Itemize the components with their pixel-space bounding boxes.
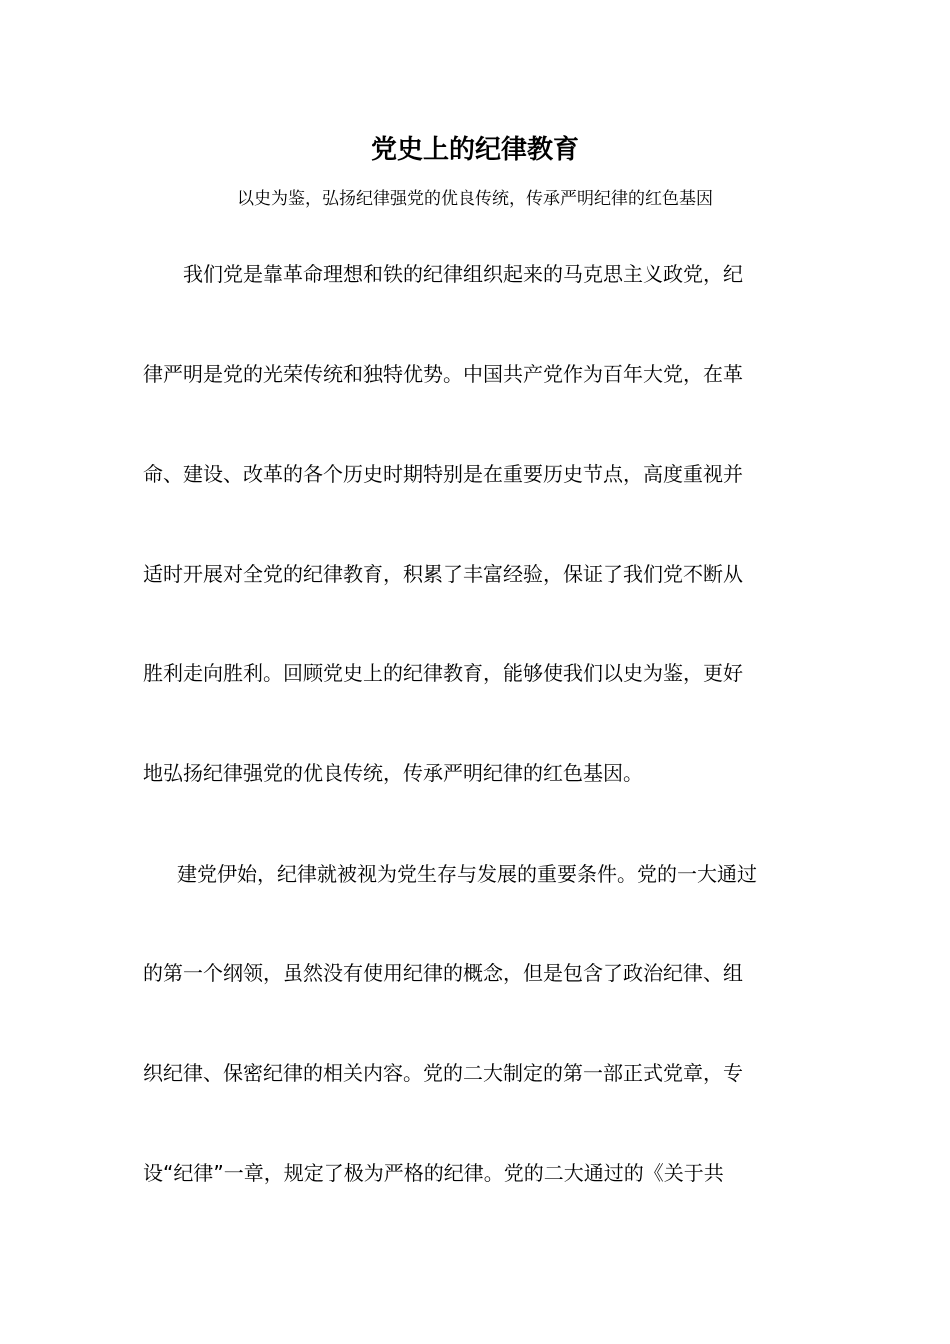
paragraph-line: 建党伊始，纪律就被视为党生存与发展的重要条件。党的一大通过 [177,862,757,886]
paragraph-line: 织纪律、保密纪律的相关内容。党的二大制定的第一部正式党章，专 [143,1061,743,1085]
paragraph-line: 命、建设、改革的各个历史时期特别是在重要历史节点，高度重视并 [143,462,743,486]
paragraph-line: 地弘扬纪律强党的优良传统，传承严明纪律的红色基因。 [143,761,643,785]
paragraph-line: 胜利走向胜利。回顾党史上的纪律教育，能够使我们以史为鉴，更好 [143,661,743,685]
paragraph-line: 设“纪律”一章，规定了极为严格的纪律。党的二大通过的《关于共 [143,1161,724,1185]
paragraph-line: 的第一个纲领，虽然没有使用纪律的概念，但是包含了政治纪律、组 [143,961,743,985]
paragraph-line: 我们党是靠革命理想和铁的纪律组织起来的马克思主义政党，纪 [183,262,743,286]
document-subtitle: 以史为鉴，弘扬纪律强党的优良传统，传承严明纪律的红色基因 [237,189,713,209]
paragraph-line: 适时开展对全党的纪律教育，积累了丰富经验，保证了我们党不断从 [143,562,743,586]
paragraph-line: 律严明是党的光荣传统和独特优势。中国共产党作为百年大党，在革 [143,362,743,386]
document-title: 党史上的纪律教育 [370,135,579,165]
